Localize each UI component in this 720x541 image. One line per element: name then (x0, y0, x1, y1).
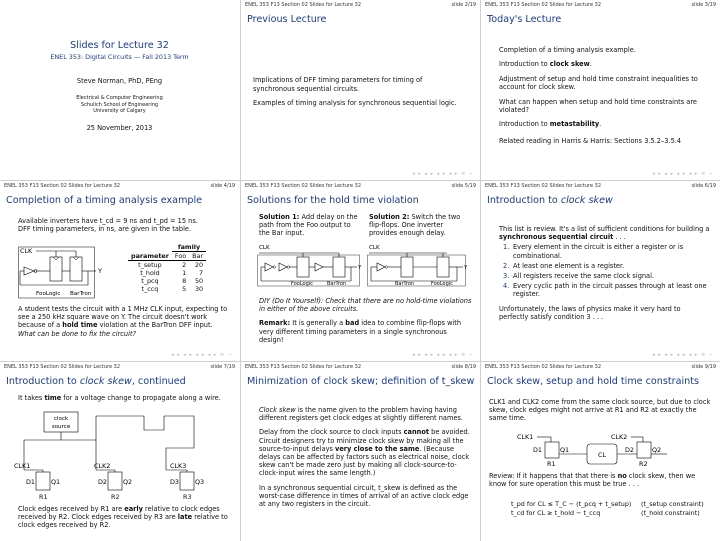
nav-controls[interactable]: ◂ ▸ ◂ ▸ ◂ ▸ ◂ ▸ ≡ ∽ (652, 352, 714, 358)
slide-header (245, 2, 476, 11)
header-page: slide 3/19 (691, 2, 716, 8)
slide-body (18, 394, 233, 403)
paragraph: DIY (Do It Yourself): Check that there are no hold-time violations in either of the above circuits. (259, 297, 472, 314)
slide-7[interactable] (0, 362, 239, 541)
slide-title: Previous Lecture (247, 14, 327, 25)
svg-text:CL: CL (597, 451, 607, 459)
flipflop-icon (50, 257, 62, 281)
register-icon (637, 442, 651, 458)
svg-text:source: source (51, 424, 71, 430)
slide-title: Introduction to clock skew, continued (6, 376, 186, 387)
svg-text:R2: R2 (639, 460, 648, 468)
slide-header (4, 364, 235, 373)
affiliation (0, 95, 239, 115)
table-row: t_setup 2 20 (138, 261, 204, 269)
slide-title: Today's Lecture (487, 14, 562, 25)
header-course: ENEL 353 F13 Section 02 Slides for Lecture 32 (245, 2, 361, 8)
paragraph: Related reading in Harris & Harris: Sections 3.5.2–3.5.4 (499, 136, 682, 145)
paragraph: Clock edges received by R1 are early relative to clock edges received by R2. Clock edges received by R3 are late relative to clock edges received by R2. (18, 505, 228, 530)
register-label: R3 (183, 493, 192, 501)
skew-circuit-diagram (517, 432, 687, 468)
constraint-labels (641, 500, 704, 518)
paragraph: Delay from the clock source to clock inputs cannot be avoided. Circuit designers try to minimize clock skew by making all the source-to-input delays very close to the same. (Because delays can be affected by factors such as electrical noise, clock skew can't be made zero just by making all clock-source-to-clock-input wires the same length.) (259, 428, 470, 478)
flipflop-icon (401, 257, 413, 277)
register-label: R2 (111, 493, 120, 501)
paragraph: It takes time for a voltage change to propagate along a wire. (18, 394, 221, 402)
clock-distribution-diagram (4, 408, 234, 500)
nav-controls[interactable]: ◂ ▸ ◂ ▸ ◂ ▸ ◂ ▸ ≡ ∽ (171, 352, 233, 358)
author: Steve Norman, PhD, PEng (76, 77, 163, 85)
y-label: Y (98, 267, 102, 275)
paragraph: Available inverters have t_cd = 9 ns and t_pd = 15 ns. (18, 217, 198, 225)
inverter-icon (377, 263, 385, 271)
svg-text:CLK: CLK (259, 245, 270, 251)
nav-controls[interactable]: ◂ ▸ ◂ ▸ ◂ ▸ ◂ ▸ ≡ ∽ (412, 352, 474, 358)
slide-8[interactable] (241, 362, 480, 541)
svg-text:FooLogic: FooLogic (291, 281, 313, 287)
slide-body (499, 46, 708, 151)
svg-text:R1: R1 (547, 460, 556, 468)
list-item: 2. At least one element is a register. (503, 261, 625, 270)
slide-header (245, 364, 476, 373)
svg-text:CLK2: CLK2 (94, 462, 111, 470)
register-icon (36, 472, 50, 490)
list-item: 3. All registers receive the same clock signal. (503, 272, 655, 281)
lecture-title: Slides for Lecture 32 (70, 40, 169, 51)
header-course: ENEL 353 F13 Section 02 Slides for Lecture 32 (4, 183, 120, 189)
paragraph: DFF timing parameters, in ns, are given in the table. (18, 225, 192, 234)
ff-label: BarTron (70, 291, 92, 297)
register-label: R1 (39, 493, 48, 501)
paragraph: Review: If it happens that that there is no clock skew, then we know for sure operation this must be true . . . (489, 472, 696, 489)
header-page: slide 6/19 (691, 183, 716, 189)
paragraph: Introduction to metastability. (499, 120, 602, 129)
ff-label: FooLogic (36, 291, 61, 297)
header-course: ENEL 353 F13 Section 02 Slides for Lecture 32 (485, 364, 601, 370)
svg-text:D2: D2 (625, 446, 634, 454)
slide-body (253, 76, 466, 114)
nav-controls[interactable]: ◂ ▸ ◂ ▸ ◂ ▸ ◂ ▸ ≡ ∽ (652, 171, 714, 177)
slide-1[interactable] (0, 0, 239, 180)
paragraph: Remark: It is generally a bad idea to combine flip-flops with very different timing parameters in a single synchronous design! (259, 319, 462, 344)
list-item: 1. Every element in the circuit is either a register or is combinational. (503, 243, 684, 260)
svg-text:Q1: Q1 (560, 446, 570, 454)
paragraph: Clock skew is the name given to the problem having having different registers get clock edges at slightly different names. (259, 406, 463, 423)
slide-title: Solutions for the hold time violation (247, 195, 419, 206)
header-page: slide 9/19 (691, 364, 716, 370)
svg-text:FooLogic: FooLogic (431, 281, 453, 287)
svg-text:CLK1: CLK1 (14, 462, 31, 470)
register-icon (545, 442, 559, 458)
circuit-diagrams (257, 243, 473, 287)
slide-header (485, 183, 716, 192)
slide-body (18, 305, 233, 338)
affiliation-line: Electrical & Computer Engineering (76, 95, 163, 101)
header-page: slide 2/19 (451, 2, 476, 8)
equation-label: (t_setup constraint) (641, 500, 704, 508)
paragraph: Examples of timing analysis for synchronous sequential logic. (253, 99, 457, 108)
slide-header (245, 183, 476, 192)
paragraph: In a synchronous sequential circuit, t_skew is defined as the worst-case difference in times of arrival of an active clock edge at any two registers in the circuit. (259, 483, 469, 509)
slide-5[interactable] (241, 181, 480, 361)
slide-body (489, 398, 714, 423)
svg-text:CLK1: CLK1 (517, 433, 534, 441)
paragraph: A student tests the circuit with a 1 MHz CLK input, expecting to see a 250 kHz square wave on Y. The circuit doesn't work because of a hold time violation at the BarTron DFF input. (18, 305, 228, 330)
flipflop-icon (297, 257, 309, 277)
slide-2[interactable] (241, 0, 480, 180)
svg-text:CLK: CLK (369, 245, 380, 251)
svg-text:BarTron: BarTron (395, 281, 415, 287)
affiliation-line: Schulich School of Engineering (80, 101, 159, 108)
header-course: ENEL 353 F13 Section 02 Slides for Lecture 32 (245, 364, 361, 370)
svg-text:D1: D1 (26, 478, 35, 486)
slide-body (259, 297, 472, 350)
table-row: t_ccq 5 30 (141, 285, 204, 293)
header-page: slide 5/19 (451, 183, 476, 189)
flipflop-icon (70, 257, 82, 281)
timing-table: family parameter Foo Bar t_setup 2 20 t_hold 1 7 t_pcq 8 50 t_ccq 5 30 (128, 243, 206, 293)
flipflop-icon (333, 257, 345, 277)
slide-header (4, 183, 235, 192)
slide-body (18, 217, 233, 233)
paragraph: Implications of DFF timing parameters for timing of synchronous sequential circuits. (253, 76, 423, 93)
question: What can be done to fix the circuit? (18, 329, 137, 338)
clk-label: CLK (20, 247, 33, 255)
svg-text:Y: Y (358, 265, 362, 271)
slide-body (489, 472, 714, 488)
nav-controls[interactable]: ◂ ▸ ◂ ▸ ◂ ▸ ◂ ▸ ≡ ∽ (412, 171, 474, 177)
inverter-icon (24, 267, 34, 275)
slide-title: Clock skew, setup and hold time constraints (487, 376, 699, 387)
slide-header (485, 364, 716, 373)
flipflop-icon (437, 257, 449, 277)
slide-title: Introduction to clock skew (487, 195, 613, 206)
equation-label: (t_hold constraint) (641, 509, 700, 517)
slide-3[interactable] (481, 0, 720, 180)
slide-4[interactable] (0, 181, 239, 361)
affiliation-line: University of Calgary (93, 108, 146, 114)
circuit-diagram (18, 241, 140, 301)
solution-2: Solution 2: Switch the two flip-flops. One inverter provides enough delay. (369, 213, 461, 238)
buffer-icon (315, 263, 323, 271)
paragraph: Adjustment of setup and hold time constraint inequalities to account for clock skew. (499, 74, 698, 92)
solution-1: Solution 1: Add delay on the path from the Foo output to the Bar input. (259, 213, 358, 238)
header-course: ENEL 353 F13 Section 02 Slides for Lecture 32 (245, 183, 361, 189)
paragraph: Introduction to clock skew. (499, 60, 592, 69)
paragraph: CLK1 and CLK2 come from the same clock source, but due to clock skew, clock edges might not arrive at R1 and R2 at exactly the same time. (489, 398, 711, 423)
course-subtitle: ENEL 353: Digital Circuits — Fall 2013 Term (50, 53, 189, 61)
equation: t_pd for CL ≤ T_C − (t_pcq + t_setup) (511, 500, 632, 508)
inverter-icon (279, 263, 287, 271)
slide-6[interactable] (481, 181, 720, 361)
slide-body (259, 406, 472, 514)
paragraph: This list is review. It's a list of sufficient conditions for building a synchronous sequential circuit . . . (499, 225, 710, 242)
lecture-date: 25 November, 2013 (86, 124, 153, 132)
table-row: t_pcq 8 50 (141, 277, 204, 285)
equation: t_cd for CL ≥ t_hold − t_ccq (511, 509, 601, 517)
svg-text:D2: D2 (98, 478, 107, 486)
svg-text:Y: Y (464, 265, 468, 271)
svg-text:Q1: Q1 (51, 478, 61, 486)
register-icon (180, 472, 194, 490)
header-page: slide 7/19 (210, 364, 235, 370)
list-item: 4. Every cyclic path in the circuit passes through at least one register. (503, 282, 707, 299)
slide-title: Minimization of clock skew; definition of t_skew (247, 376, 475, 387)
header-course: ENEL 353 F13 Section 02 Slides for Lecture 32 (4, 364, 120, 370)
slide-9[interactable] (481, 362, 720, 541)
paragraph: What can happen when setup and hold time constraints are violated? (499, 97, 697, 115)
svg-text:Q2: Q2 (652, 446, 662, 454)
register-icon (108, 472, 122, 490)
slide-title: Completion of a timing analysis example (6, 195, 203, 206)
svg-text:D3: D3 (170, 478, 179, 486)
svg-text:clock: clock (53, 416, 69, 422)
table-row: t_hold 1 7 (140, 269, 204, 277)
header-page: slide 8/19 (451, 364, 476, 370)
paragraph: Unfortunately, the laws of physics make it very hard to perfectly satisfy condition 3 . . . (499, 304, 681, 321)
svg-text:CLK2: CLK2 (611, 433, 628, 441)
svg-text:Q2: Q2 (123, 478, 133, 486)
svg-text:CLK3: CLK3 (170, 462, 187, 470)
svg-text:BarTron: BarTron (327, 281, 347, 287)
header-page: slide 4/19 (210, 183, 235, 189)
condition-list (503, 243, 710, 298)
svg-text:Q3: Q3 (195, 478, 205, 486)
inverter-icon (265, 263, 273, 271)
header-course: ENEL 353 F13 Section 02 Slides for Lecture 32 (485, 183, 601, 189)
paragraph: Completion of a timing analysis example. (499, 46, 636, 54)
header-course: ENEL 353 F13 Section 02 Slides for Lecture 32 (485, 2, 601, 8)
slide-body (499, 225, 710, 321)
slide-header (485, 2, 716, 11)
constraint-equations (511, 500, 631, 518)
svg-text:D1: D1 (533, 446, 542, 454)
slide-body (18, 505, 229, 530)
